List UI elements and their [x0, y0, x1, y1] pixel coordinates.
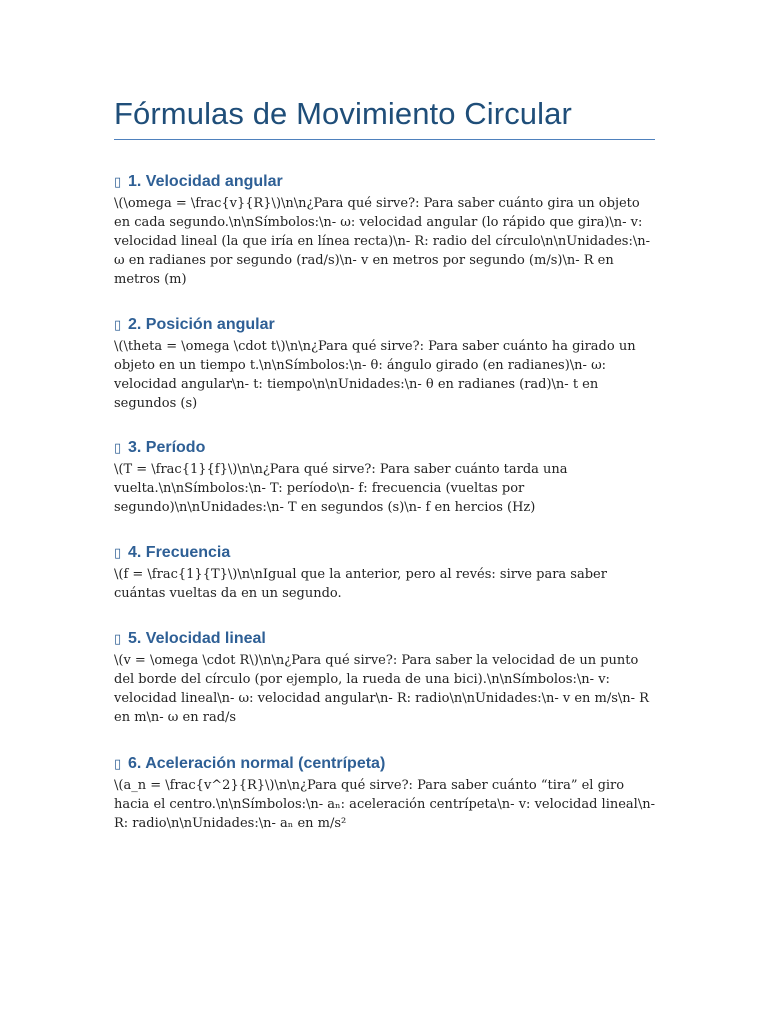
missing-glyph-icon: ▯	[114, 631, 122, 646]
section-body: \(\theta = \omega \cdot t\)\n\n¿Para qué sirve?: Para saber cuánto ha girado un objeto en un tiempo t.\n\nSímbolos:\n- θ: ángulo girado (en radianes)\n- ω: velocidad angular\n- t: tiempo\n\nUnidades:\n- θ en radianes (rad)\n- t en segundos (s)	[114, 339, 636, 411]
section-body: \(f = \frac{1}{T}\)\n\nIgual que la anterior, pero al revés: sirve para saber cuántas vueltas da en un segundo.	[114, 567, 607, 601]
section-heading	[114, 171, 655, 193]
section-heading-text: 1. Velocidad angular	[128, 173, 283, 190]
section-heading-text: 2. Posición angular	[128, 316, 275, 333]
title-divider	[114, 139, 655, 140]
section-velocidad-lineal	[114, 628, 655, 727]
section-velocidad-angular	[114, 171, 655, 289]
section-heading	[114, 314, 655, 336]
document-page	[114, 0, 655, 833]
section-periodo	[114, 437, 655, 517]
section-frecuencia	[114, 542, 655, 603]
section-body: \(T = \frac{1}{f}\)\n\n¿Para qué sirve?: Para saber cuánto tarda una vuelta.\n\nSímbolos:\n- T: período\n- f: frecuencia (vueltas por segundo)\n\nUnidades:\n- T en segundos (s)\n- f en hercios (Hz)	[114, 462, 568, 515]
section-heading-text: 6. Aceleración normal (centrípeta)	[128, 755, 386, 772]
section-heading	[114, 628, 655, 650]
section-posicion-angular	[114, 314, 655, 413]
section-aceleracion-normal	[114, 753, 655, 833]
section-body: \(v = \omega \cdot R\)\n\n¿Para qué sirve?: Para saber la velocidad de un punto del borde del círculo (por ejemplo, la rueda de una bici).\n\nSímbolos:\n- v: velocidad lineal\n- ω: velocidad angular\n- R: radio\n\nUnidades:\n- v en m/s\n- R en m\n- ω en rad/s	[114, 653, 649, 725]
missing-glyph-icon: ▯	[114, 440, 122, 455]
missing-glyph-icon: ▯	[114, 317, 122, 332]
document-title: Fórmulas de Movimiento Circular	[114, 96, 572, 131]
section-heading-text: 3. Período	[128, 439, 206, 456]
section-body: \(\omega = \frac{v}{R}\)\n\n¿Para qué sirve?: Para saber cuánto gira un objeto en cada segundo.\n\nSímbolos:\n- ω: velocidad angular (lo rápido que gira)\n- v: velocidad lineal (la que iría en línea recta)\n- R: radio del círculo\n\nUnidades:\n- ω en radianes por segundo (rad/s)\n- v en metros por segundo (m/s)\n- R en metros (m)	[114, 196, 651, 287]
section-body: \(a_n = \frac{v^2}{R}\)\n\n¿Para qué sirve?: Para saber cuánto “tira” el giro hacia el centro.\n\nSímbolos:\n- aₙ: aceleración centrípeta\n- v: velocidad lineal\n- R: radio\n\nUnidades:\n- aₙ en m/s²	[114, 778, 655, 831]
section-heading	[114, 437, 655, 459]
section-heading-text: 4. Frecuencia	[128, 544, 231, 561]
section-heading	[114, 542, 655, 564]
missing-glyph-icon: ▯	[114, 756, 122, 771]
section-heading-text: 5. Velocidad lineal	[128, 630, 266, 647]
missing-glyph-icon: ▯	[114, 545, 122, 560]
missing-glyph-icon: ▯	[114, 174, 122, 189]
section-heading	[114, 753, 655, 775]
